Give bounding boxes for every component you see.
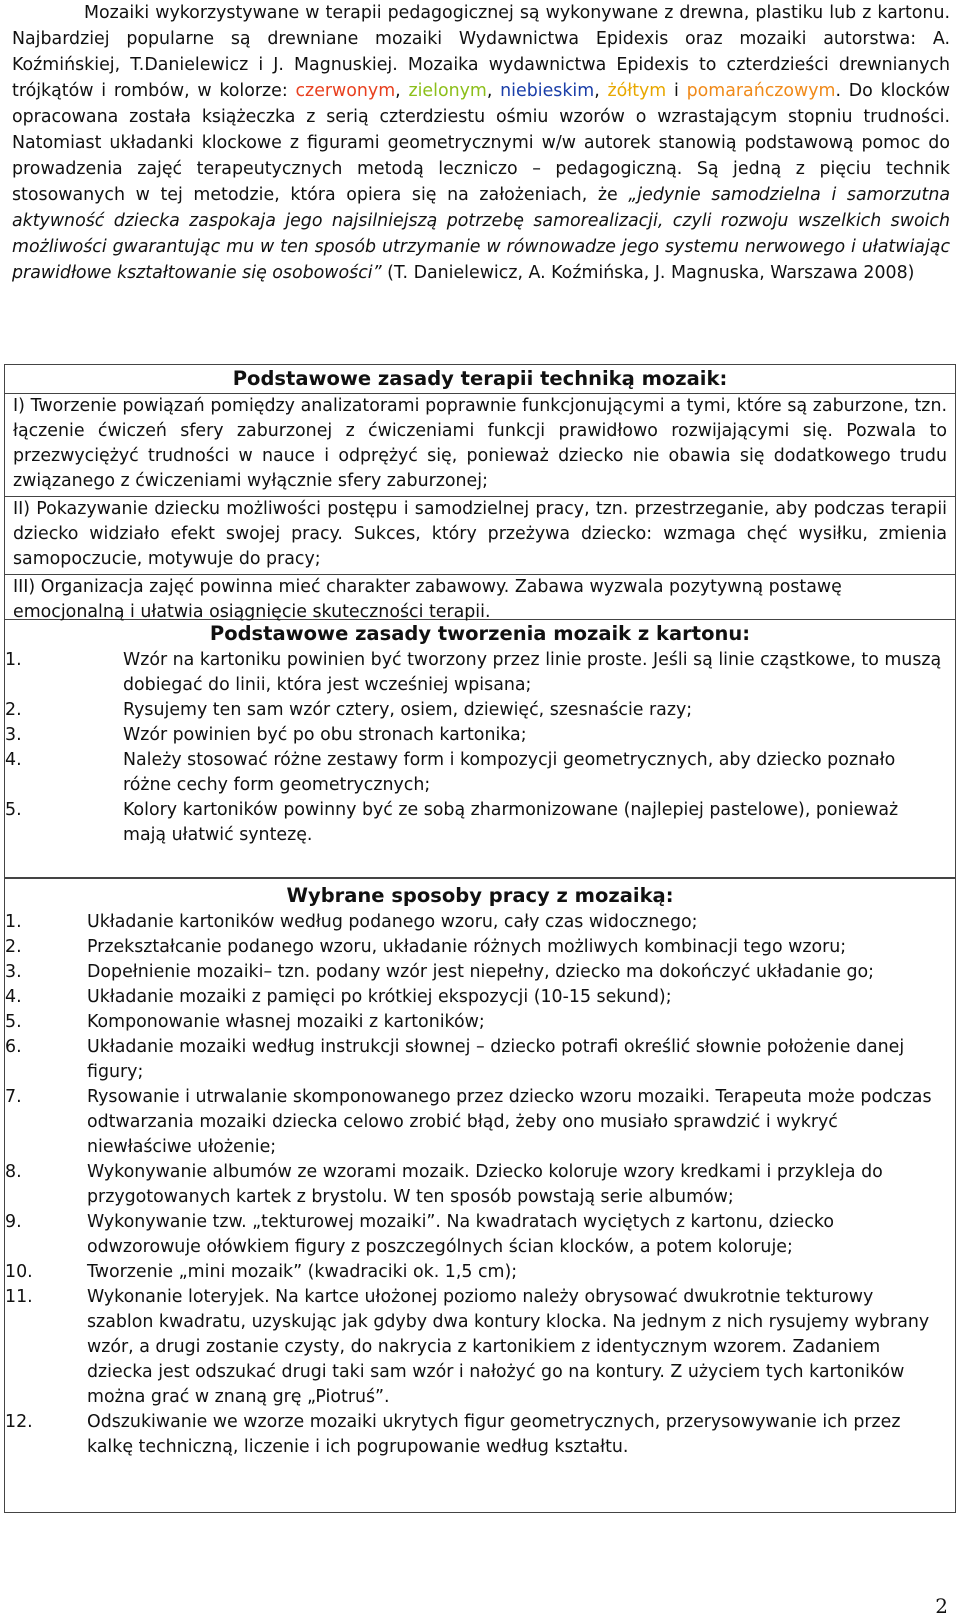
carton-rules-title: Podstawowe zasady tworzenia mozaik z kartonu: — [209, 622, 751, 645]
list-item — [5, 1210, 955, 1260]
list-text: Wykonanie loteryjek. Na kartce ułożonej poziomo należy obrysować dwukrotnie tekturowy szablon kwadratu, uzyskując jak gdyby dwa kontury klocka. Na jednym z nich rysujemy wybrany wzór, a drugi zostanie czysty, do nakrycia z kartonikiem z identycznym wzorem. Zadaniem dziecka jest odszukać drugi taki sam wzór i nałożyć go na kontury. Z użyciem tych kartoników można grać w znaną grę „Piotruś”. — [87, 1287, 930, 1407]
list-text: Tworzenie „mini mozaik” (kwadraciki ok. 1,5 cm); — [87, 1262, 518, 1282]
therapy-rule: III) Organizacja zajęć powinna mieć charakter zabawowy. Zabawa wyzwala pozytywną postawę emocjonalną i ułatwia osiągnięcie skuteczności terapii. — [13, 577, 842, 622]
separator: , — [594, 81, 608, 101]
list-text: Rysujemy ten sam wzór cztery, osiem, dziewięć, szesnaście razy; — [123, 700, 693, 720]
list-number: 5. — [5, 1012, 22, 1032]
list-item — [5, 648, 955, 698]
color-green-word: zielonym — [408, 81, 487, 101]
list-number: 10. — [5, 1262, 33, 1282]
list-text: Układanie kartoników według podanego wzoru, cały czas widocznego; — [87, 912, 698, 932]
list-item — [5, 1260, 955, 1285]
list-item — [5, 1285, 955, 1410]
list-item — [5, 910, 955, 935]
list-number: 11. — [5, 1287, 33, 1307]
intro-quote: „jedynie samodzielna i samorzutna aktywność dziecka zaspokaja jego najsilniejszą potrzebę samorealizacji, czyli rozwoju wszelkich swoich możliwości gwarantując mu w ten sposób utrzymanie w równowadze jego systemu nerwowego i ułatwiając prawidłowe kształtowanie się osobowości” — [12, 185, 950, 283]
carton-rules-list — [5, 648, 955, 848]
list-text: Układanie mozaiki według instrukcji słownej – dziecko potrafi określić słownie położenie danej figury; — [87, 1037, 905, 1082]
list-text: Kolory kartoników powinny być ze sobą zharmonizowane (najlepiej pastelowe), ponieważ mają ułatwić syntezę. — [123, 800, 899, 845]
color-red-word: czerwonym — [295, 81, 396, 101]
list-item — [5, 985, 955, 1010]
list-number: 9. — [5, 1212, 22, 1232]
list-number: 6. — [5, 1037, 22, 1057]
list-number: 4. — [5, 987, 22, 1007]
separator: , — [395, 81, 409, 101]
therapy-rules-title: Podstawowe zasady terapii techniką mozaik: — [5, 365, 955, 394]
page-number: 2 — [935, 1594, 948, 1618]
methods-list — [5, 910, 955, 1460]
therapy-rule: I) Tworzenie powiązań pomiędzy analizatorami poprawnie funkcjonującymi a tymi, które są zaburzone, tzn. łączenie ćwiczeń sfery zaburzonej z ćwiczeniami funkcji prawidłowo rozwijającymi się. Pozwala to przezwyciężyć trudności w nauce i odprężyć się, ponieważ dziecko nie obawia się dodatkowego trudu związanego z ćwiczeniami wyłącznie sfery zaburzonej; — [5, 394, 955, 497]
list-item — [5, 1010, 955, 1035]
list-number: 5. — [5, 800, 22, 820]
list-item — [5, 1085, 955, 1160]
list-item — [5, 935, 955, 960]
list-item — [5, 960, 955, 985]
list-text: Wykonywanie albumów ze wzorami mozaik. Dziecko koloruje wzory kredkami i przykleja do przygotowanych kartek z brystolu. W ten sposób powstają serie albumów; — [87, 1162, 883, 1207]
color-blue-word: niebieskim — [500, 81, 595, 101]
list-text: Odszukiwanie we wzorze mozaiki ukrytych figur geometrycznych, przerysowywanie ich przez kalkę techniczną, liczenie i ich pogrupowanie według kształtu. — [87, 1412, 901, 1457]
list-item — [5, 748, 955, 798]
list-text: Należy stosować różne zestawy form i kompozycji geometrycznych, aby dziecko poznało różne cechy form geometrycznych; — [123, 750, 896, 795]
list-number: 2. — [5, 937, 22, 957]
list-item — [5, 798, 955, 848]
intro-text-2: . Do klocków opracowana została książeczka z serią czterdziestu ośmiu wzorów o wzrastającym stopniu trudności. Natomiast układanki klockowe z figurami geometrycznymi w/w autorek stanowią podstawową pomoc do prowadzenia zajęć terapeutycznych metodą leczniczo – pedagogiczną. Są jedną z pięciu technik stosowanych w tej metodzie, która opiera się na założeniach, że — [12, 81, 950, 205]
list-text: Przekształcanie podanego wzoru, układanie różnych możliwych kombinacji tego wzoru; — [87, 937, 847, 957]
intro-section — [12, 0, 950, 286]
list-text: Komponowanie własnej mozaiki z kartoników; — [87, 1012, 485, 1032]
list-item — [5, 1410, 955, 1460]
methods-title: Wybrane sposoby pracy z mozaiką: — [286, 884, 674, 907]
therapy-rules-box — [4, 364, 956, 620]
list-number: 1. — [5, 650, 22, 670]
separator: , — [486, 81, 501, 101]
color-yellow-word: żółtym — [607, 81, 667, 101]
list-number: 1. — [5, 912, 22, 932]
list-number: 8. — [5, 1162, 22, 1182]
color-orange-word: pomarańczowym — [686, 81, 836, 101]
therapy-rule: II) Pokazywanie dziecku możliwości postępu i samodzielnej pracy, tzn. przestrzeganie, aby podczas terapii dziecko widziało efekt swojej pracy. Sukces, który przeżywa dziecko: wzmaga chęć wysiłku, zmienia samopoczucie, motywuje do pracy; — [5, 497, 955, 575]
intro-citation: (T. Danielewicz, A. Koźmińska, J. Magnuska, Warszawa 2008) — [381, 263, 915, 283]
separator: i — [666, 81, 687, 101]
list-number: 7. — [5, 1087, 22, 1107]
list-item — [5, 1035, 955, 1085]
list-number: 2. — [5, 700, 22, 720]
methods-box — [4, 878, 956, 1513]
list-text: Dopełnienie mozaiki– tzn. podany wzór jest niepełny, dziecko ma dokończyć układanie go; — [87, 962, 874, 982]
list-number: 4. — [5, 750, 22, 770]
list-item — [5, 698, 955, 723]
list-text: Wzór na kartoniku powinien być tworzony przez linie proste. Jeśli są linie cząstkowe, to muszą dobiegać do linii, która jest wcześniej wpisana; — [123, 650, 942, 695]
list-number: 3. — [5, 725, 22, 745]
list-text: Wzór powinien być po obu stronach kartonika; — [123, 725, 527, 745]
list-text: Układanie mozaiki z pamięci po krótkiej ekspozycji (10-15 sekund); — [87, 987, 672, 1007]
list-item — [5, 1160, 955, 1210]
intro-text-1: Mozaiki wykorzystywane w terapii pedagogicznej są wykonywane z drewna, plastiku lub z kartonu. Najbardziej popularne są drewniane mozaiki Wydawnictwa Epidexis oraz mozaiki autorstwa: A. Koźmińskiej, T.Danielewicz i J. Magnuskiej. Mozaika wydawnictwa Epidexis to czterdzieści drewnianych trójkątów i rombów, w kolorze: — [12, 3, 950, 101]
list-number: 3. — [5, 962, 22, 982]
list-text: Wykonywanie tzw. „tekturowej mozaiki”. Na kwadratach wyciętych z kartonu, dziecko odwzorowuje ołówkiem figury z poszczególnych ścian klocków, a potem koloruje; — [87, 1212, 835, 1257]
carton-rules-box — [4, 620, 956, 878]
list-text: Rysowanie i utrwalanie skomponowanego przez dziecko wzoru mozaiki. Terapeuta może podczas odtwarzania mozaiki dziecka celowo zrobić błąd, żeby ono musiało sprawdzić i wykryć niewłaściwe ułożenie; — [87, 1087, 932, 1157]
list-number: 12. — [5, 1412, 33, 1432]
intro-paragraph — [12, 0, 950, 286]
list-item — [5, 723, 955, 748]
